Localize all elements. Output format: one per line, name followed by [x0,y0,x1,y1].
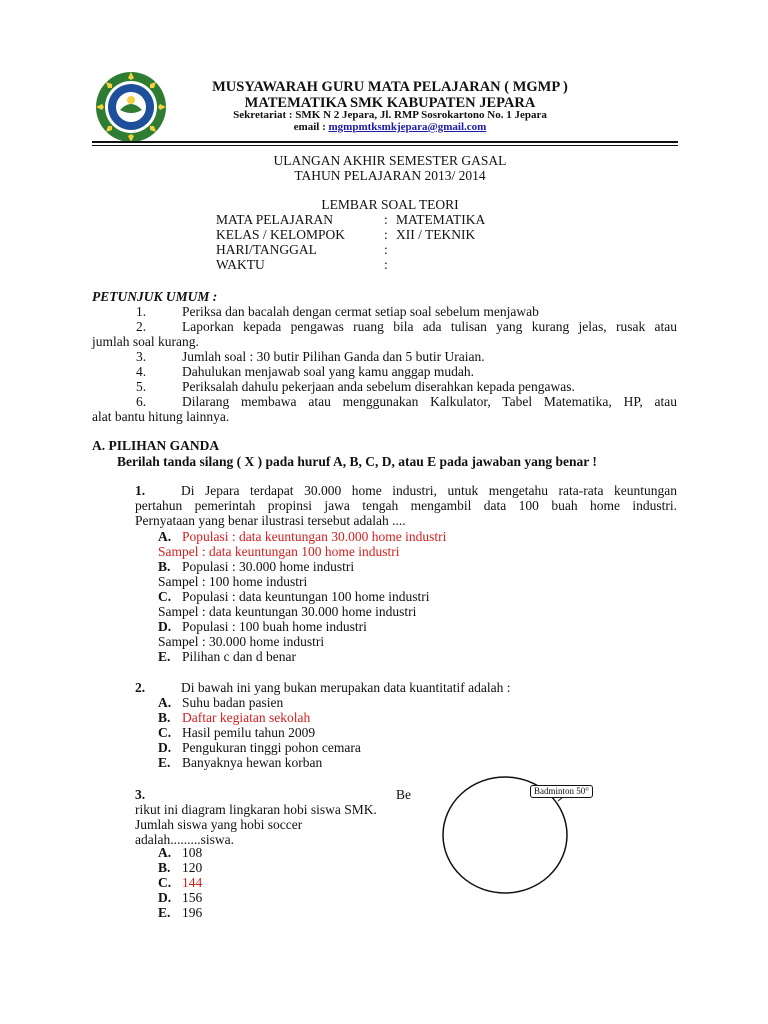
option-a-sub: Sampel : data keuntungan 100 home industri [158,544,400,559]
sheet-title: LEMBAR SOAL TEORI [321,197,459,212]
list-item: 1. Periksa dan bacalah dengan cermat setiap soal sebelum menjawab [136,304,539,319]
question-3-options [158,845,202,920]
callout-badminton: Badminton 50° [530,785,593,798]
option-e[interactable]: E. 196 [158,905,203,920]
option-d[interactable]: D. 156 [158,890,203,905]
option-c-sub: Sampel : data keuntungan 30.000 home industri [158,604,417,619]
question-stem-line: adalah.........siswa. [135,832,234,847]
question-stem: 1. Di Jepara terdapat 30.000 home industri, untuk mengetahu rata-rata keuntungan [135,483,677,498]
section-a-title: A. PILIHAN GANDA [92,438,220,453]
exam-year: TAHUN PELAJARAN 2013/ 2014 [294,168,486,183]
letterhead-line2: MATEMATIKA SMK KABUPATEN JEPARA [244,95,536,111]
letterhead-line1: MUSYAWARAH GURU MATA PELAJARAN ( MGMP ) [212,79,568,95]
option-c[interactable]: C. Hasil pemilu tahun 2009 [158,725,316,740]
email-label: email : [293,121,329,133]
option-b-sub: Sampel : 100 home industri [158,574,308,589]
instructions-list [92,304,677,424]
question-stem-line: pertahun pemerintah propinsi jawa tengah mengambil data 100 buah home industri. [135,498,677,513]
list-item-cont: jumlah soal kurang. [92,334,199,349]
option-a[interactable]: A. Populasi : data keuntungan 30.000 home industri [158,529,447,544]
question-1 [135,483,677,528]
question-stem: 3. Be [135,787,411,802]
option-b[interactable]: B. Daftar kegiatan sekolah [158,710,311,725]
list-item: 4. Dahulukan menjawab soal yang kamu anggap mudah. [136,364,475,379]
question-stem-line: Pernyataan yang benar ilustrasi tersebut adalah .... [135,513,406,528]
option-a[interactable]: A. Suhu badan pasien [158,695,284,710]
field-row: WAKTU : [216,257,388,272]
exam-title: ULANGAN AKHIR SEMESTER GASAL [273,153,507,168]
question-1-options [158,529,446,664]
list-item-cont: alat bantu hitung lainnya. [92,409,230,424]
letterhead-address: Sekretariat : SMK N 2 Jepara, Jl. RMP Sosrokartono No. 1 Jepara [233,109,547,121]
question-stem-line: rikut ini diagram lingkaran hobi siswa SMK. [135,802,377,817]
field-row: HARI/TANGGAL : [216,242,388,257]
field-row: KELAS / KELOMPOK : XII / TEKNIK [216,227,476,242]
letterhead-email-line [150,121,630,133]
email-link[interactable]: mgmpmtksmkjepara@gmail.com [328,121,487,133]
option-d-sub: Sampel : 30.000 home industri [158,634,325,649]
question-2-options [158,695,361,770]
option-a[interactable]: A. 108 [158,845,203,860]
list-item: 3. Jumlah soal : 30 butir Pilihan Ganda dan 5 butir Uraian. [136,349,485,364]
option-c[interactable]: C. Populasi : data keuntungan 100 home industri [158,589,430,604]
list-item: 2. Laporkan kepada pengawas ruang bila ada tulisan yang kurang jelas, rusak atau [136,319,677,334]
option-d[interactable]: D. Pengukuran tinggi pohon cemara [158,740,361,755]
option-c[interactable]: C. 144 [158,875,203,890]
question-stem-line: Jumlah siswa yang hobi soccer [135,817,303,832]
option-e[interactable]: E. Pilihan c dan d benar [158,649,296,664]
list-item: 6. Dilarang membawa atau menggunakan Kalkulator, Tabel Matematika, HP, atau [136,394,677,409]
exam-fields [216,212,485,272]
question-2: 2. Di bawah ini yang bukan merupakan data kuantitatif adalah : [135,680,511,695]
header-rule-thin [92,145,678,146]
list-item: 5. Periksalah dahulu pekerjaan anda sebelum diserahkan kepada pengawas. [136,379,575,394]
section-a-instruction: Berilah tanda silang ( X ) pada huruf A, B, C, D, atau E pada jawaban yang benar ! [117,454,597,469]
option-e[interactable]: E. Banyaknya hewan korban [158,755,323,770]
instructions-heading: PETUNJUK UMUM : [92,289,218,304]
option-b[interactable]: B. Populasi : 30.000 home industri [158,559,355,574]
option-d[interactable]: D. Populasi : 100 buah home industri [158,619,367,634]
option-b[interactable]: B. 120 [158,860,203,875]
question-3 [135,787,411,847]
header-rule-thick [92,141,678,143]
field-row: MATA PELAJARAN : MATEMATIKA [216,212,486,227]
